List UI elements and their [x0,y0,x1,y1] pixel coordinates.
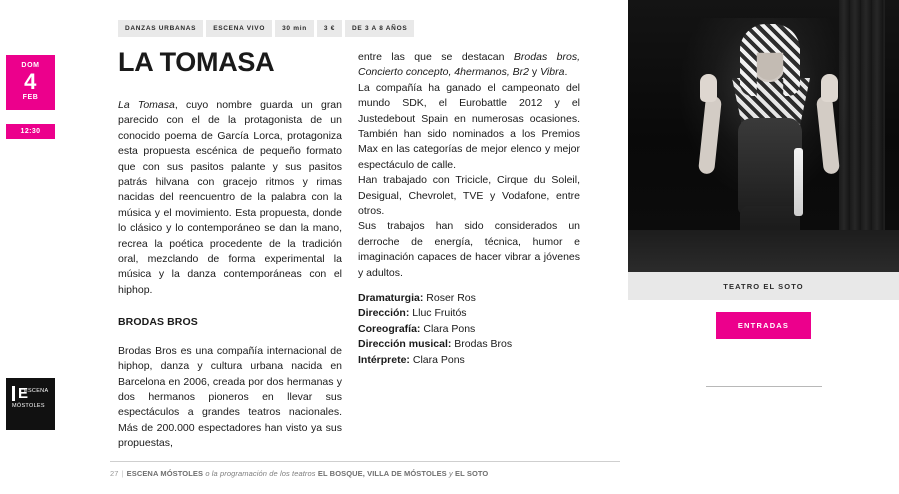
paragraph-company: Brodas Bros es una compañía internacional de hiphop, danza y cultura urbana nacida en Barcelona en 2006, creada por dos hermanas y dos hermanos pioneros en llevar sus espectáculos a grandes teatros nacionales. Más de 200.000 espectadores han visto ya sus propuestas, [118,344,342,450]
paragraph-intro [118,98,342,298]
body-column-right [358,50,580,281]
company-subheading: BRODAS BROS [118,316,198,329]
logo-text-escena: ESCENA [24,388,49,394]
tag-price: 3 € [317,20,342,37]
credits-block [358,291,588,368]
show-name-italic: La Tomasa [118,99,175,111]
venue-bar: TEATRO EL SOTO [628,272,899,300]
footer-page-number: 27 [110,469,119,478]
date-day-of-week: DOM [21,62,40,69]
photo-floor [628,230,899,272]
date-month: FEB [22,94,39,101]
credit-name: Roser Ros [426,292,476,304]
event-time-badge: 12:30 [6,124,55,139]
works-titles-italic: Brodas bros, Concierto concepto, 4hermanos, Br2 [358,51,581,79]
tag-age: DE 3 A 8 AÑOS [345,20,414,37]
panel-divider [706,386,822,387]
tag-program: ESCENA VIVO [206,20,272,37]
figure-prop-light [794,148,803,216]
paragraph-intro-rest: , cuyo nombre guarda un gran parecido con el de la protagonista de un conocido poema de García Lorca, protagoniza esta propuesta escénica de pequeño formato que con sus pasitos palante y sus pasitos patrás hilvana con gracejo ritmos y rimas nacidas del reencuentro de la palabra con la música y el movimiento. Esta propuesta, donde lo clásico y lo contemporáneo se dan la mano, recrea la poética procedente de la tradición oral, mezclando de forma experimental la música y la danza contemporáneas con el hiphop. [118,99,342,296]
works-conjunction: y [529,66,541,79]
date-rail [0,0,55,494]
article-content [110,0,622,494]
tickets-button[interactable]: ENTRADAS [716,312,811,339]
paragraph-reception: Sus trabajos han sido considerados un derroche de energía, técnica, humor e imaginación capaces de hacer vibrar a jóvenes y adultos. [358,220,580,279]
right-panel [628,0,899,494]
paragraph-collaborations: Han trabajado con Tricicle, Cirque du Soleil, Desigual, Chevrolet, TVE y Vodafone, entre otros. [358,174,580,218]
credit-name: Lluc Fruitós [412,307,467,320]
footer-brand: ESCENA MÓSTOLES [126,469,204,478]
credit-role: Dirección: [358,307,410,320]
credit-role: Dirección musical: [358,338,452,351]
body-column-left [118,98,342,452]
credit-role: Dramaturgia: [358,292,424,304]
footer-separator: | [121,469,124,478]
credit-row [358,306,588,321]
works-period: . [564,66,568,79]
cta-container [628,300,899,350]
event-date-badge [6,55,55,110]
escena-mostoles-logo [6,378,55,430]
footer-venues: EL BOSQUE, VILLA DE MÓSTOLES [317,469,447,478]
page-footer [110,461,620,478]
paragraph-works [358,50,580,81]
credit-name: Clara Pons [412,353,465,366]
tag-duration: 30 min [275,20,314,37]
footer-conjunction: y [448,469,453,478]
credit-row [358,337,588,352]
tag-list [118,20,414,37]
performer-photo [628,0,899,272]
date-day-number: 4 [24,69,37,94]
footer-venue-last: EL SOTO [455,469,489,478]
figure-hand-right [821,74,838,102]
credit-role: Coreografía: [358,322,421,335]
figure-torso [738,118,802,214]
logo-text-mostoles: MÓSTOLES [12,403,45,409]
credit-name: Brodas Bros [454,338,513,351]
tag-genre: DANZAS URBANAS [118,20,203,37]
paragraph-awards: La compañía ha ganado el campeonato del mundo SDK, el Eurobattle 2012 y el Justedebout Spain en numerosas ocasiones. También han sido nominados a los Premios Max en las categorías de mejor elenco y mejor espectáculo de calle. [358,81,580,171]
works-title-last-italic: Vibra [540,66,565,79]
figure-hand-left [700,74,717,102]
credit-row [358,322,588,337]
credit-role: Intérprete: [358,353,410,366]
footer-tagline: o la programación de los teatros [205,469,316,478]
works-lead: entre las que se destacan [358,51,514,63]
credit-row [358,291,588,306]
credit-row [358,353,588,368]
logo-mark-e: E [12,386,28,401]
credit-name: Clara Pons [423,322,476,335]
page-title: LA TOMASA [118,47,275,77]
